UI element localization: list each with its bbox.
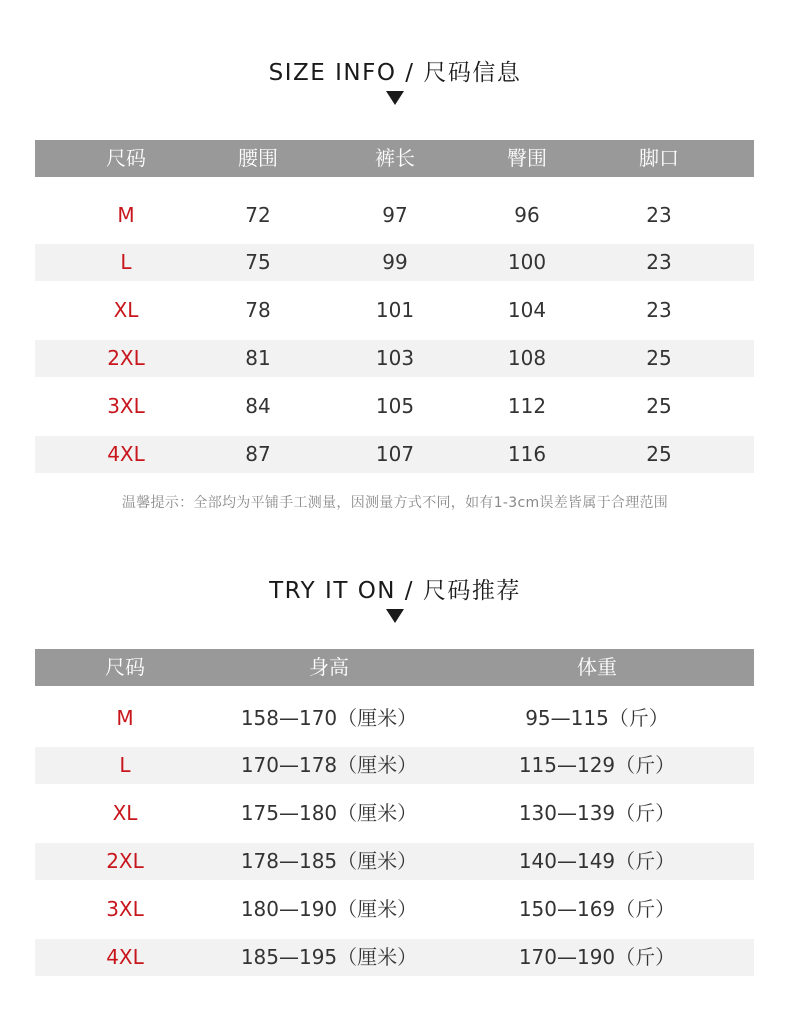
table-row [35,891,754,928]
weight-range: 150—169（斤） [518,897,676,921]
try-it-on-title: TRY IT ON / 尺码推荐 [269,578,521,604]
hem-value: 23 [646,298,672,322]
hem-value: 23 [646,250,672,274]
table-row [35,244,754,281]
header-length: 裤长 [375,146,415,170]
hem-value: 25 [646,346,672,370]
hem-value: 23 [646,203,672,227]
hem-value: 25 [646,442,672,466]
weight-range: 140—149（斤） [518,849,676,873]
height-range: 178—185（厘米） [240,849,418,873]
recommend-header-row [35,649,754,686]
header-hip: 臀围 [507,146,547,170]
table-row [35,939,754,976]
hip-value: 96 [514,203,540,227]
length-value: 97 [382,203,408,227]
length-value: 105 [375,394,415,418]
table-row [35,747,754,784]
hip-value: 100 [507,250,547,274]
table-row [35,843,754,880]
hip-value: 104 [507,298,547,322]
weight-range: 170—190（斤） [518,945,676,969]
waist-value: 81 [245,346,271,370]
weight-range: 115—129（斤） [518,753,676,777]
table-row [35,340,754,377]
header-weight: 体重 [577,655,617,679]
height-range: 185—195（厘米） [240,945,418,969]
waist-value: 78 [245,298,271,322]
size-label: M [116,706,134,730]
table-row [35,197,754,234]
table-row [35,388,754,425]
size-label: M [117,203,135,227]
hip-value: 112 [507,394,547,418]
table-row [35,700,754,737]
table-row [35,436,754,473]
waist-value: 75 [245,250,271,274]
header-waist: 腰围 [238,146,278,170]
height-range: 175—180（厘米） [240,801,418,825]
size-info-title: SIZE INFO / 尺码信息 [268,60,522,86]
length-value: 107 [375,442,415,466]
table-row [35,795,754,832]
hem-value: 25 [646,394,672,418]
hip-value: 108 [507,346,547,370]
size-label: 2XL [106,849,144,873]
header-size: 尺码 [105,655,145,679]
measurement-note: 温馨提示：全部均为平铺手工测量，因测量方式不同，如有1-3cm误差皆属于合理范围 [121,495,669,511]
size-label: 4XL [107,442,145,466]
header-height: 身高 [309,655,349,679]
size-label: 4XL [106,945,144,969]
header-hem: 脚口 [639,146,679,170]
waist-value: 87 [245,442,271,466]
size-label: L [119,753,131,777]
size-label: 3XL [106,897,144,921]
height-range: 158—170（厘米） [240,706,418,730]
weight-range: 130—139（斤） [518,801,676,825]
size-label: XL [112,801,138,825]
table-row [35,292,754,329]
size-info-arrow-icon [386,91,404,105]
try-it-on-arrow-icon [386,609,404,623]
waist-value: 72 [245,203,271,227]
height-range: 180—190（厘米） [240,897,418,921]
size-label: 3XL [107,394,145,418]
weight-range: 95—115（斤） [525,706,669,730]
waist-value: 84 [245,394,271,418]
size-label: XL [113,298,139,322]
hip-value: 116 [507,442,547,466]
length-value: 103 [375,346,415,370]
size-label: L [120,250,132,274]
size-info-header-row [35,140,754,177]
header-size: 尺码 [106,146,146,170]
length-value: 101 [375,298,415,322]
length-value: 99 [382,250,408,274]
height-range: 170—178（厘米） [240,753,418,777]
size-label: 2XL [107,346,145,370]
